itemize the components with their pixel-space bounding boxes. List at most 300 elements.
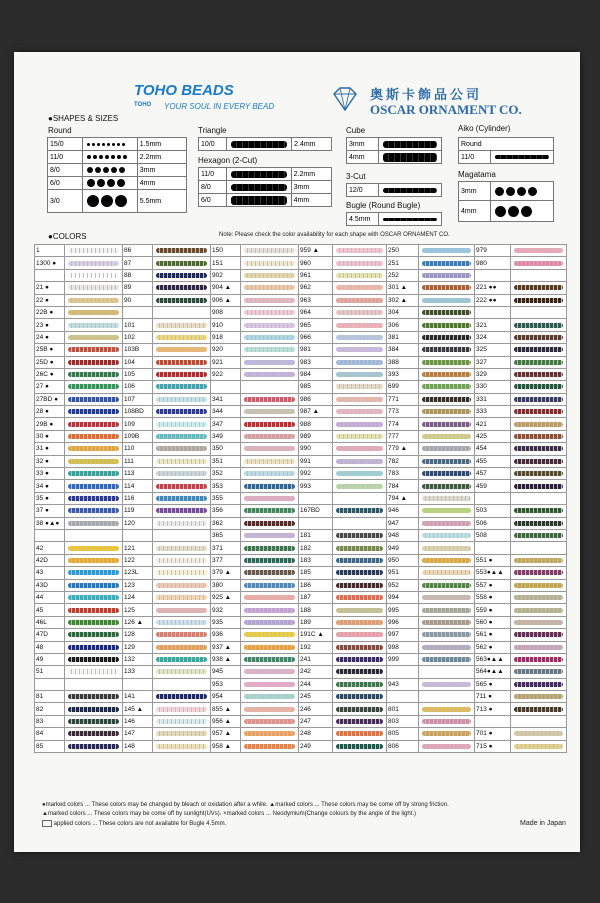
color-swatch — [65, 579, 123, 591]
color-code: 803 — [387, 715, 419, 727]
color-swatch — [153, 579, 211, 591]
round-label: Round — [48, 126, 72, 135]
color-code: 355 — [211, 492, 241, 504]
color-swatch — [333, 468, 387, 480]
bead-strand — [422, 471, 471, 476]
bead-strand — [68, 397, 119, 402]
bead-strand — [514, 484, 563, 489]
color-code: 921 — [211, 356, 241, 368]
color-code: 188 — [299, 604, 333, 616]
bead-strand — [514, 335, 563, 340]
color-swatch — [241, 455, 299, 467]
bead-strand — [514, 298, 563, 303]
color-swatch — [65, 728, 123, 740]
bead-strand — [156, 298, 207, 303]
bead-strand — [422, 583, 471, 588]
color-code: 352 — [211, 468, 241, 480]
color-code: 252 — [387, 269, 419, 281]
bead-strand — [336, 347, 383, 352]
color-swatch — [65, 703, 123, 715]
bead-strand — [336, 744, 383, 749]
color-swatch — [153, 282, 211, 294]
color-code: 30 ● — [35, 430, 65, 442]
color-code: 966 — [299, 331, 333, 343]
color-code: 42D — [35, 554, 65, 566]
color-code: 110 — [123, 443, 153, 455]
color-code: 506 — [475, 517, 511, 529]
color-code: 119 — [123, 505, 153, 517]
bead-strand — [156, 620, 207, 625]
color-code: 32 ● — [35, 455, 65, 467]
bead-strand — [156, 409, 207, 414]
color-swatch — [511, 468, 567, 480]
bead-strand — [336, 323, 383, 328]
color-code — [123, 678, 153, 690]
bead-strand — [514, 657, 563, 662]
bead-strand — [514, 459, 563, 464]
bead-strand — [156, 459, 207, 464]
color-swatch — [333, 381, 387, 393]
color-swatch — [419, 554, 475, 566]
bead-strand — [336, 446, 383, 451]
bead-strand — [422, 434, 471, 439]
color-swatch — [241, 344, 299, 356]
bead-strand — [514, 434, 563, 439]
color-code: 121 — [123, 542, 153, 554]
color-code: 559 ● — [475, 604, 511, 616]
color-swatch — [419, 245, 475, 257]
color-code — [475, 269, 511, 281]
color-swatch — [511, 331, 567, 343]
color-swatch — [333, 282, 387, 294]
color-code: 104 — [123, 356, 153, 368]
color-row — [35, 616, 567, 628]
color-code — [35, 678, 65, 690]
bead-strand — [244, 409, 295, 414]
color-code: 388 — [387, 356, 419, 368]
bead-strand — [156, 323, 207, 328]
color-code: 87 — [123, 257, 153, 269]
color-swatch — [153, 728, 211, 740]
color-swatch — [65, 567, 123, 579]
bead-strand — [244, 360, 295, 365]
bead-strand — [244, 310, 295, 315]
color-swatch — [511, 666, 567, 678]
color-swatch — [333, 529, 387, 541]
color-code: 945 — [211, 666, 241, 678]
bead-strand — [514, 372, 563, 377]
color-swatch — [333, 306, 387, 318]
color-swatch — [65, 554, 123, 566]
color-code — [299, 492, 333, 504]
color-code: 347 — [211, 418, 241, 430]
color-code: 983 — [299, 356, 333, 368]
bead-strand — [244, 248, 295, 253]
bead-strand — [68, 719, 119, 724]
color-swatch — [419, 542, 475, 554]
bead-strand — [244, 595, 295, 600]
color-swatch — [153, 616, 211, 628]
color-code: 222 ●● — [475, 294, 511, 306]
color-row — [35, 319, 567, 331]
bead-strand — [514, 707, 563, 712]
color-row — [35, 282, 567, 294]
bead-strand — [336, 508, 383, 513]
bugle-label: Bugle (Round Bugle) — [346, 201, 421, 210]
color-code: 988 — [299, 418, 333, 430]
color-code: 425 — [475, 430, 511, 442]
color-code: 979 — [475, 245, 511, 257]
color-code: 699 — [387, 381, 419, 393]
bead-strand — [422, 409, 471, 414]
bead-strand — [244, 471, 295, 476]
bead-strand — [68, 335, 119, 340]
color-swatch — [333, 678, 387, 690]
color-code: 362 — [211, 517, 241, 529]
color-swatch — [65, 691, 123, 703]
color-code: 992 — [299, 468, 333, 480]
color-row — [35, 492, 567, 504]
color-swatch — [333, 368, 387, 380]
color-code: 932 — [211, 604, 241, 616]
color-code: 380 — [211, 579, 241, 591]
color-code — [475, 306, 511, 318]
color-swatch — [419, 430, 475, 442]
color-row — [35, 344, 567, 356]
color-row — [35, 728, 567, 740]
color-code: 90 — [123, 294, 153, 306]
color-code: 330 — [475, 381, 511, 393]
color-swatch — [419, 567, 475, 579]
bead-strand — [68, 273, 119, 278]
bead-strand — [68, 372, 119, 377]
bead-strand — [156, 632, 207, 637]
bead-strand — [68, 484, 119, 489]
color-code: 999 — [387, 653, 419, 665]
color-code: 353 — [211, 480, 241, 492]
color-code: 22B ● — [35, 306, 65, 318]
color-swatch — [419, 703, 475, 715]
color-swatch — [241, 579, 299, 591]
color-code: 801 — [387, 703, 419, 715]
hexagon-table: 11/0 2.2mm 8/0 3mm 6/0 4mm — [198, 167, 332, 207]
color-swatch — [65, 517, 123, 529]
bead-strand — [422, 496, 471, 501]
color-swatch — [153, 393, 211, 405]
bead-strand — [336, 397, 383, 402]
color-swatch — [153, 418, 211, 430]
color-swatch — [333, 554, 387, 566]
color-code: 145 ▲ — [123, 703, 153, 715]
color-code: 961 — [299, 269, 333, 281]
color-code — [387, 691, 419, 703]
color-swatch — [419, 715, 475, 727]
bead-strand — [156, 707, 207, 712]
color-swatch — [153, 455, 211, 467]
bead-strand — [514, 248, 563, 253]
color-code: 86 — [123, 245, 153, 257]
color-swatch — [511, 691, 567, 703]
color-code: 103B — [123, 344, 153, 356]
bead-strand — [244, 608, 295, 613]
color-code: 773 — [387, 406, 419, 418]
bead-strand — [336, 657, 383, 662]
color-swatch — [419, 492, 475, 504]
color-swatch — [153, 430, 211, 442]
color-code: 935 — [211, 616, 241, 628]
color-swatch — [333, 641, 387, 653]
color-code: 806 — [387, 740, 419, 752]
bead-strand — [514, 731, 563, 736]
color-code: 984 — [299, 368, 333, 380]
bead-strand — [422, 446, 471, 451]
color-code: 37 ● — [35, 505, 65, 517]
color-swatch — [65, 715, 123, 727]
color-code: 35 ● — [35, 492, 65, 504]
color-row — [35, 641, 567, 653]
bead-strand — [244, 484, 295, 489]
bead-strand — [156, 484, 207, 489]
bead-strand — [422, 521, 471, 526]
color-swatch — [241, 653, 299, 665]
bead-strand — [156, 347, 207, 352]
color-code: 146 — [123, 715, 153, 727]
color-code — [123, 306, 153, 318]
color-code: 321 — [475, 319, 511, 331]
color-code: 957 ▲ — [211, 728, 241, 740]
color-code: 167BD — [299, 505, 333, 517]
color-row — [35, 468, 567, 480]
color-code: 904 ▲ — [211, 282, 241, 294]
bead-strand — [68, 248, 119, 253]
color-swatch — [419, 505, 475, 517]
color-swatch — [65, 418, 123, 430]
bead-strand — [422, 347, 471, 352]
footer-note-2: ▲marked colors ... These colors may be come off by sunlight(UVs). ×marked colors ... Neodymium(Change colours by the angle of the light.) — [42, 811, 417, 817]
color-row — [35, 579, 567, 591]
color-code: 250 — [387, 245, 419, 257]
bead-strand — [422, 273, 471, 278]
bead-strand — [422, 570, 471, 575]
color-code: 43 — [35, 567, 65, 579]
color-swatch — [419, 368, 475, 380]
bead-strand — [244, 731, 295, 736]
color-swatch — [333, 430, 387, 442]
bead-strand — [422, 261, 471, 266]
color-swatch — [241, 678, 299, 690]
color-swatch — [419, 480, 475, 492]
bead-strand — [68, 558, 119, 563]
color-swatch — [65, 629, 123, 641]
bead-strand — [68, 298, 119, 303]
bead-strand — [156, 694, 207, 699]
bead-strand — [156, 446, 207, 451]
color-swatch — [511, 381, 567, 393]
color-swatch — [419, 728, 475, 740]
color-code: 906 ▲ — [211, 294, 241, 306]
bead-strand — [336, 533, 383, 538]
bead-strand — [244, 682, 295, 687]
color-row — [35, 406, 567, 418]
color-swatch — [333, 703, 387, 715]
color-swatch — [511, 604, 567, 616]
bead-strand — [514, 682, 563, 687]
color-code: 132 — [123, 653, 153, 665]
color-code: 553●▲▲ — [475, 567, 511, 579]
bead-strand — [336, 583, 383, 588]
color-swatch — [333, 517, 387, 529]
color-swatch — [241, 381, 299, 393]
color-swatch — [511, 715, 567, 727]
color-swatch — [333, 257, 387, 269]
bead-strand — [68, 731, 119, 736]
color-code: 27 ● — [35, 381, 65, 393]
color-code: 557 ● — [475, 579, 511, 591]
color-code: 951 — [387, 567, 419, 579]
color-code: 711 ● — [475, 691, 511, 703]
bead-strand — [156, 372, 207, 377]
color-swatch — [419, 381, 475, 393]
color-code: 350 — [211, 443, 241, 455]
color-swatch — [333, 666, 387, 678]
color-swatch — [511, 579, 567, 591]
bead-strand — [336, 484, 383, 489]
color-code: 349 — [211, 430, 241, 442]
color-swatch — [333, 344, 387, 356]
color-code: 989 — [299, 430, 333, 442]
brand-mark: TOHO — [134, 102, 152, 108]
color-code: 102 — [123, 331, 153, 343]
color-row — [35, 455, 567, 467]
bead-strand — [422, 657, 471, 662]
color-code: 980 — [475, 257, 511, 269]
bead-strand — [244, 632, 295, 637]
color-code: 147 — [123, 728, 153, 740]
bead-strand — [514, 645, 563, 650]
color-swatch — [153, 666, 211, 678]
color-swatch — [241, 245, 299, 257]
bead-strand — [422, 360, 471, 365]
color-swatch — [333, 455, 387, 467]
color-swatch — [333, 591, 387, 603]
bead-strand — [244, 508, 295, 513]
bead-strand — [244, 261, 295, 266]
colors-title: ●COLORS — [48, 232, 87, 241]
bead-strand — [156, 731, 207, 736]
color-code: 377 — [211, 554, 241, 566]
bead-strand — [514, 521, 563, 526]
color-code: 221 ●● — [475, 282, 511, 294]
color-swatch — [241, 529, 299, 541]
bead-strand — [156, 595, 207, 600]
color-code: 997 — [387, 629, 419, 641]
color-code: 561 ● — [475, 629, 511, 641]
color-code: 25D ● — [35, 356, 65, 368]
color-code: 120 — [123, 517, 153, 529]
bead-strand — [422, 744, 471, 749]
color-code: 562 ● — [475, 641, 511, 653]
bead-strand — [336, 471, 383, 476]
color-swatch — [241, 715, 299, 727]
hexagon-label: Hexagon (2-Cut) — [198, 156, 258, 165]
bead-strand — [68, 422, 119, 427]
bead-strand — [336, 360, 383, 365]
color-row — [35, 703, 567, 715]
color-swatch — [511, 393, 567, 405]
bead-strand — [156, 521, 207, 526]
bead-strand — [514, 347, 563, 352]
color-swatch — [241, 430, 299, 442]
color-code: 551 ● — [475, 554, 511, 566]
color-swatch — [153, 505, 211, 517]
color-swatch — [153, 567, 211, 579]
bead-strand — [156, 285, 207, 290]
color-code: 381 — [387, 331, 419, 343]
color-swatch — [153, 715, 211, 727]
color-swatch — [511, 703, 567, 715]
bead-strand — [156, 335, 207, 340]
color-code: 993 — [299, 480, 333, 492]
color-swatch — [511, 517, 567, 529]
color-swatch — [241, 468, 299, 480]
bead-strand — [244, 446, 295, 451]
color-swatch — [511, 567, 567, 579]
bead-strand — [68, 669, 119, 674]
color-code: 327 — [475, 356, 511, 368]
color-code: 986 — [299, 393, 333, 405]
color-code: 42 — [35, 542, 65, 554]
color-code: 953 — [211, 678, 241, 690]
bead-strand — [68, 310, 119, 315]
color-code: 365 — [211, 529, 241, 541]
bugle-table: 4.5mm — [346, 212, 442, 226]
color-code: 141 — [123, 691, 153, 703]
color-swatch — [65, 666, 123, 678]
color-row — [35, 505, 567, 517]
bead-strand — [68, 583, 119, 588]
color-swatch — [419, 443, 475, 455]
color-code: 947 — [387, 517, 419, 529]
color-swatch — [241, 728, 299, 740]
color-swatch — [419, 468, 475, 480]
bead-strand — [422, 707, 471, 712]
color-row — [35, 715, 567, 727]
bead-strand — [422, 372, 471, 377]
color-swatch — [153, 517, 211, 529]
bead-strand — [156, 546, 207, 551]
color-row — [35, 443, 567, 455]
bead-strand — [514, 694, 563, 699]
color-swatch — [241, 331, 299, 343]
color-code: 994 — [387, 591, 419, 603]
color-swatch — [241, 567, 299, 579]
bead-strand — [422, 558, 471, 563]
color-row — [35, 740, 567, 752]
bead-strand — [336, 731, 383, 736]
color-code: 109 — [123, 418, 153, 430]
bead-strand — [336, 285, 383, 290]
color-swatch — [511, 319, 567, 331]
color-row — [35, 517, 567, 529]
color-code: 384 — [387, 344, 419, 356]
color-swatch — [419, 344, 475, 356]
color-swatch — [153, 356, 211, 368]
bead-strand — [244, 570, 295, 575]
bead-strand — [68, 570, 119, 575]
color-swatch — [65, 381, 123, 393]
bead-strand — [514, 583, 563, 588]
color-code: 715 ● — [475, 740, 511, 752]
